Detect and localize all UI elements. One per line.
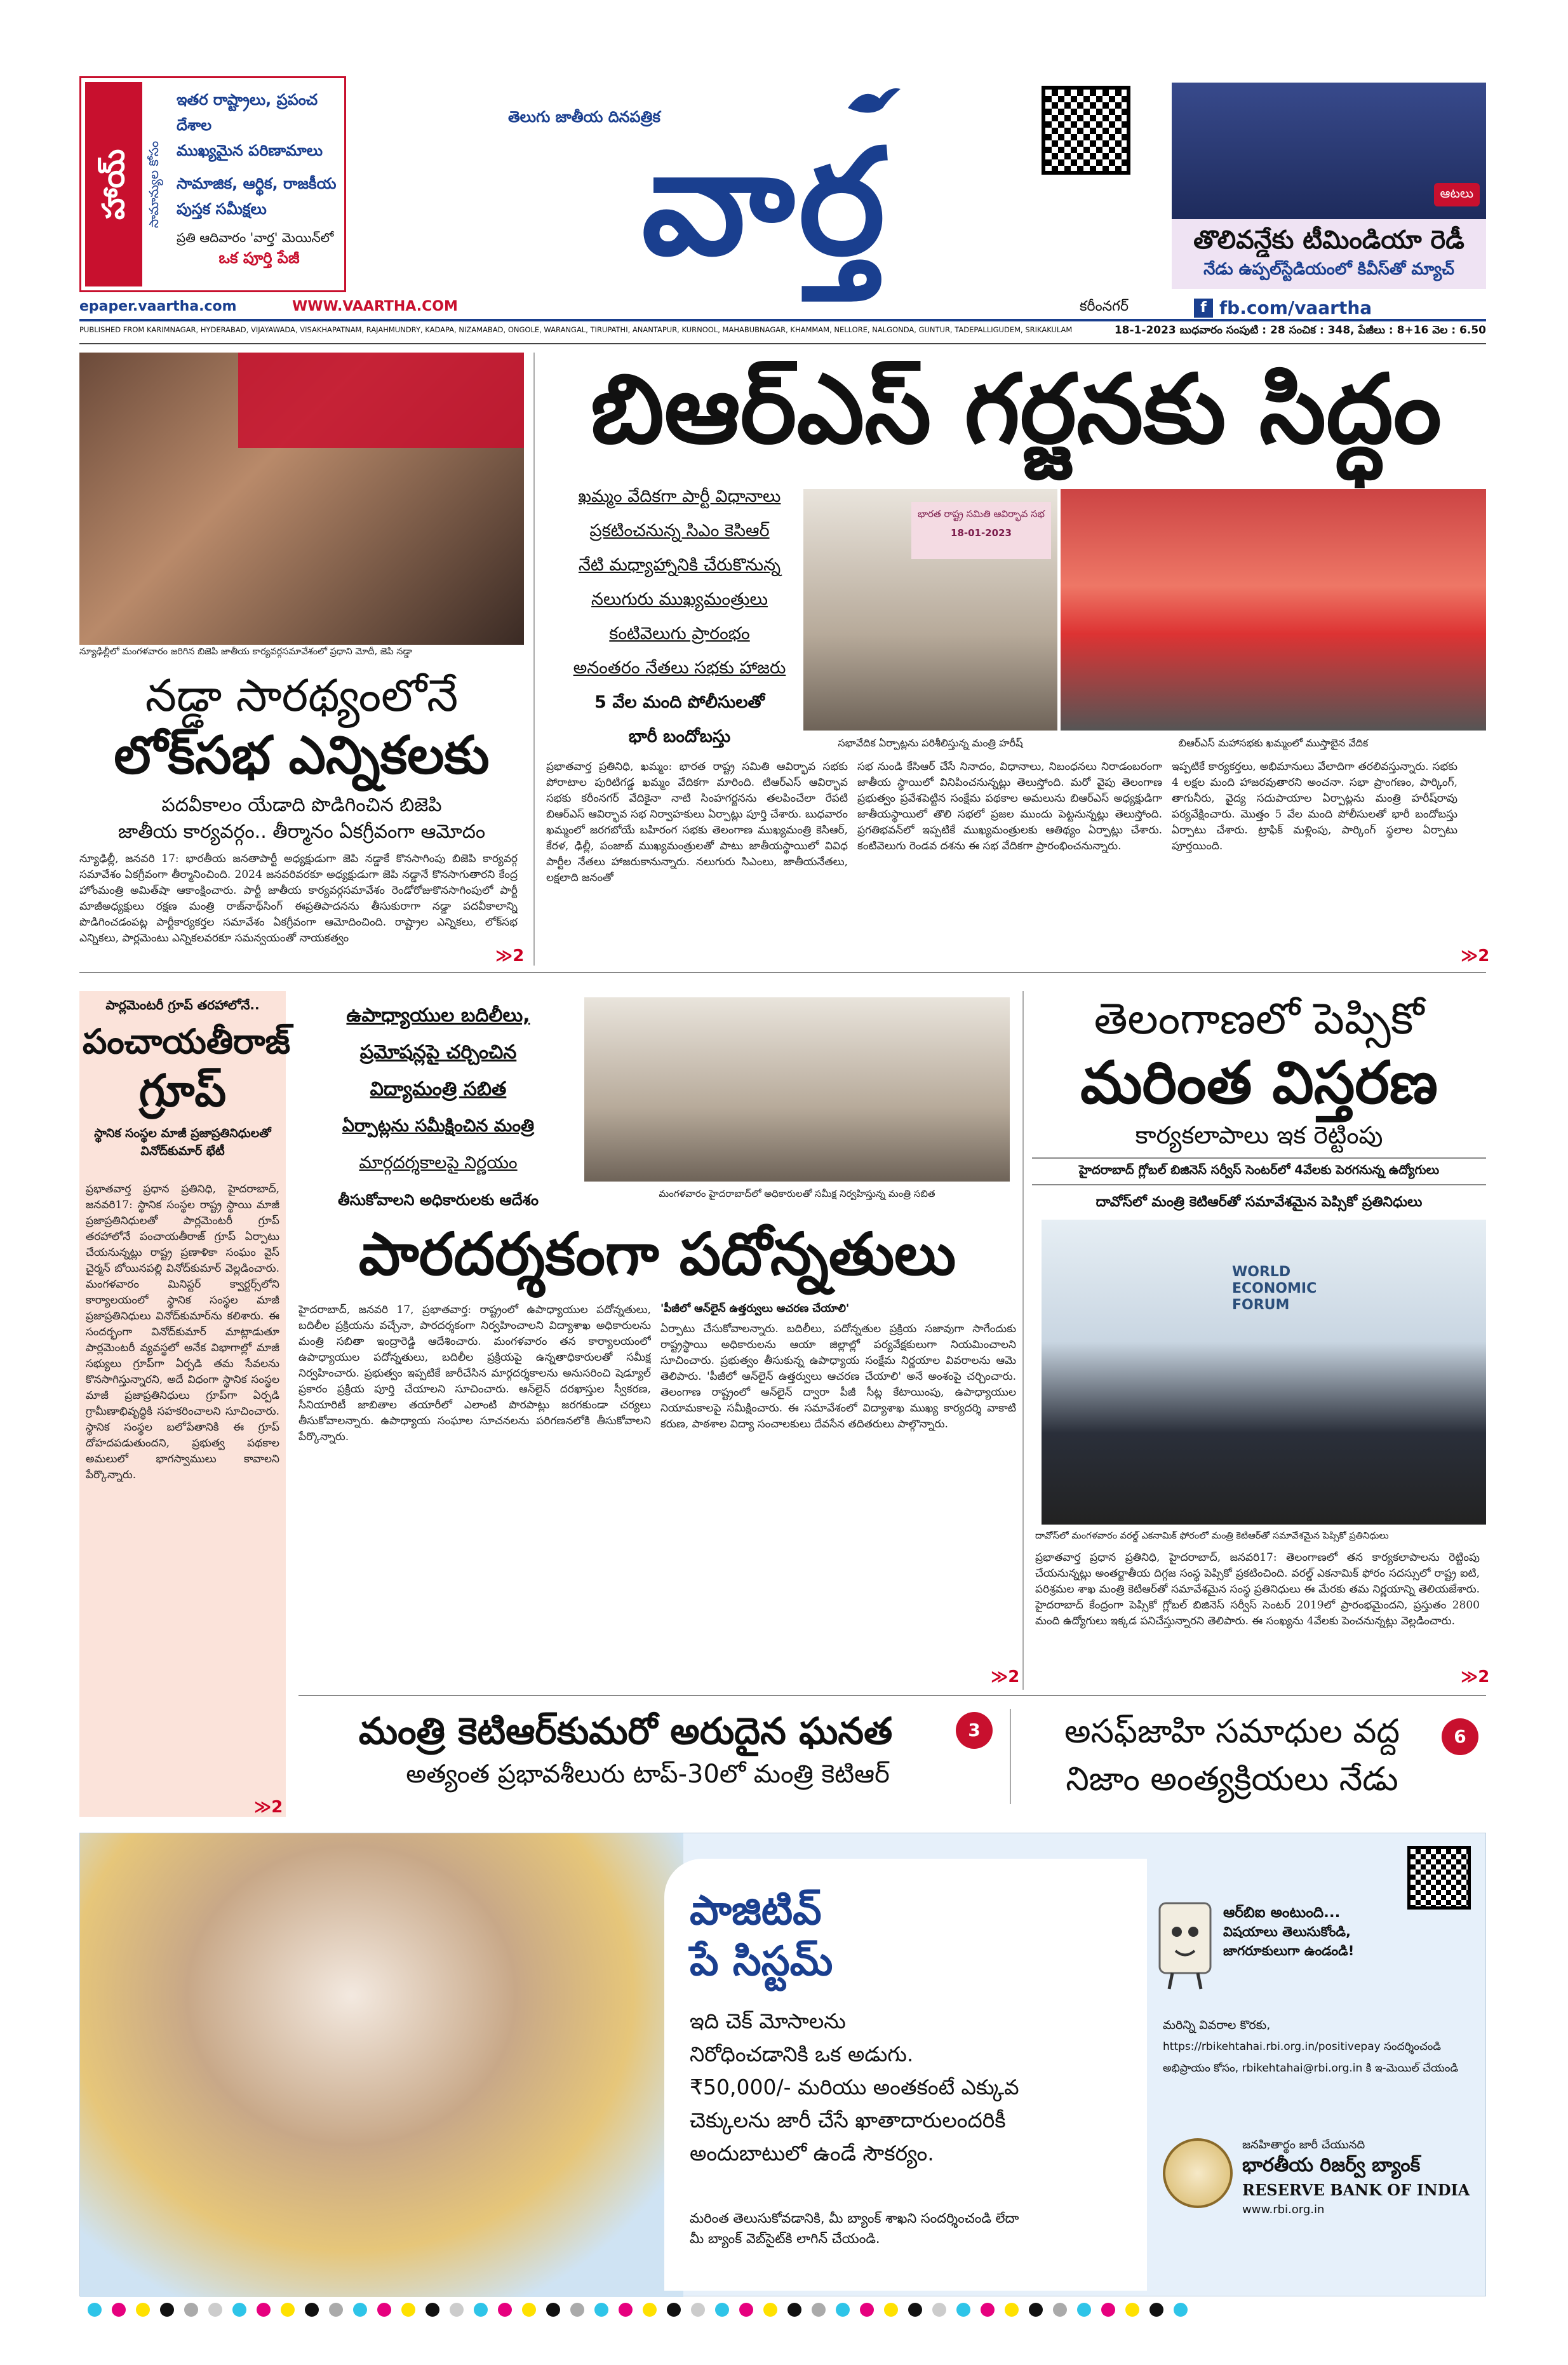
promo-badge-title: హాయ్ [96,149,131,220]
facebook-link[interactable]: fb.com/vaartha [1219,297,1372,318]
ad-info-url[interactable]: https://rbikehtahai.rbi.org.in/positivepay సందర్శించండి [1163,2040,1441,2053]
sabitha-caption: మంగళవారం హైదరాబాద్‌లో అధికారులతో సమీక్ష నిర్వహిస్తున్న మంత్రి సబిత [659,1188,935,1199]
pr-headline-2[interactable]: గ్రూప్ [138,1065,227,1117]
column-divider [1022,991,1024,1690]
ad-footer-line: మరింత తెలుసుకోవడానికి, మీ బ్యాంక్ శాఖని సందర్శించండి లేదా [690,2211,1019,2226]
teachers-subhead: 'పీజీలో ఆన్‌లైన్ ఉత్తర్వులు ఆచరణ చేయాలి' [660,1302,850,1315]
cricket-headline[interactable]: తొలివన్డేకు టీమిండియా రెడీ [1172,219,1486,261]
bullet-item: 5 వేల మంది పోలీసులతో [594,692,765,712]
nizam-sub: నిజాం అంత్యక్రియలు నేడు [1066,1760,1398,1798]
rbi-issuer-line: జనహితార్థం జారీ చేయునది [1242,2138,1365,2152]
bullet-item: ప్రకటించనున్న సిఎం కెసిఆర్ [589,521,770,541]
ktr-pepsico-photo [1042,1220,1486,1525]
ktr-honour-page-badge [956,1712,993,1749]
pr-more[interactable]: ≫2 [254,1798,283,1817]
pepsico-more[interactable]: ≫2 [1461,1668,1490,1687]
lead-left-body-text: న్యూఢిల్లీ, జనవరి 17: భారతీయ జనతాపార్టీ అధ్యక్షుడుగా జెపి నడ్డాకే కొనసాగింపు బిజెపి కార్యవర్గ సమావేశం ఏకగ్రీవంగా తీర్మానించింది. 2024 జనవరివరకూ అధ్యక్షుడుగా జెపి నడ్డానే కొనసాగుతారని కేంద్ర హోంమంత్రి అమిత్‌షా ఆకాంక్షించారు. పార్టీ జాతీయ కార్యవర్గసమావేశం రెండోరోజుకొనసాగింపులో పార్టీ మాజీఅధ్యక్షులు రక్షణ మంత్రి రాజ్‌నాథ్‌సింగ్ ఈప్రతిపాదనను తీసుకురాగా నడ్డా పదవీకాలాన్ని పొడిగించడంపట్ల పార్టీకార్యకర్తల సమావేశం ఏకగ్రీవంగా ఆమోదించింది. రాష్ట్రాల ఎన్నికలు, లోక్‌సభ ఎన్నికలు, పార్లమెంటు ఎన్నికలవరకూ సమన్వయంతో నాయకత్వం [79,852,518,945]
sabitha-photo [584,997,1010,1182]
facebook-icon: f [1194,299,1213,318]
section-divider [79,972,1486,973]
pepsico-highlight: హైదరాబాద్ గ్లోబల్ బిజినెస్ సర్వీస్ సెంటర్‌లో 4వేలకు పెరగనున్న ఉద్యోగులు [1032,1157,1486,1185]
lead-left-more[interactable]: ≫2 [495,947,525,966]
banner-background [238,353,524,448]
ad-qr-code-icon [1407,1846,1471,1910]
promo-badge-sub [145,82,170,286]
promo-box[interactable] [79,76,346,292]
rbi-mascot-icon [1150,1897,1220,1992]
ad-title-2: పే సిస్టమ్ [690,1938,833,1985]
bullet-item: భారీ బందోబస్తు [628,727,731,746]
deck-line: ఏర్పాట్లను సమీక్షించిన మంత్రి [342,1116,535,1136]
mascot-line: జాగరూకులుగా ఉండండి! [1223,1943,1355,1958]
harish-caption: సభావేదిక ఏర్పాట్లను పరిశీలిస్తున్న మంత్రి హరీష్ [838,737,1023,749]
lead-main-col-2: సభ నుండి కేసిఆర్ చేసే నినాదం, విధానాలు, నిబంధనలు నిరాడంబరంగా జాతీయ స్థాయిలో వినిపించనున్నట్లు తెలుస్తోంది. మరో వైపు తెలంగాణ ప్రభుత్వం ప్రవేశపెట్టిన సంక్షేమ పథకాల అమలును బిఆర్‌ఎస్ అధ్యక్షుడిగా జాతీయస్థాయిలో తొలి సభలో ప్రజల ముందు పెట్టనున్నట్లు తెలుస్తోంది. ప్రగతిభవన్‌లో ఇప్పటికే ముఖ్యమంత్రులకు ఆతిథ్యం ఏర్పాట్లు చేశారు. కంటివెలుగు రెండవ దశను ఈ సభ వేదికగా ప్రారంభించనున్నారు. [857,760,1162,852]
rbi-name-telugu: భారతీయ రిజర్వ్ బ్యాంక్ [1242,2154,1421,2176]
masthead-tagline: తెలుగు జాతీయ దినపత్రిక [508,108,660,126]
wef-sign-line: FORUM [1232,1297,1290,1313]
pepsico-sub: దావోస్‌లో మంత్రి కెటిఆర్‌తో సమావేశమైన పెప్సికో ప్రతినిధులు [1096,1194,1423,1210]
stage-banner-date: 18-01-2023 [951,527,1012,539]
teachers-headline[interactable]: పారదర్శకంగా పదోన్నతులు [358,1220,956,1288]
rbi-url[interactable]: www.rbi.org.in [1242,2203,1325,2216]
bullet-item: అనంతరం నేతలు సభకు హాజరు [573,658,786,678]
promo-line: ఇతర రాష్ట్రాలు, ప్రపంచ దేశాల [177,91,318,134]
qr-code-icon [1042,86,1130,175]
promo-line: ముఖ్యమైన పరిణామాలు [177,142,323,159]
lead-main-col-3: ఇప్పటికే కార్యకర్తలు, అభిమానులు వేలాదిగా తరలివస్తున్నారు. సభకు 4 లక్షల మంది హాజరవుతారని అంచనా. సభా ప్రాంగణం, పార్కింగ్, తాగునీరు, వైద్య సదుపాయాల ఏర్పాట్లను మంత్రి హరీష్‌రావు పర్యవేక్షించారు. మొత్తం 5 వేల మంది పోలీసులతో భారీ బందోబస్తు ఏర్పాటు చేశారు. ట్రాఫిక్ మళ్లింపు, పార్కింగ్ స్థలాల ఏర్పాటు పూర్తయింది. [1172,760,1457,852]
pepsico-deck: కార్యకలాపాలు ఇక రెట్టింపు [1135,1121,1383,1149]
harish-photo [803,489,1057,731]
modi-nadda-photo [79,353,524,645]
stage-photo [1061,489,1486,731]
pepsico-headline[interactable]: మరింత విస్తరణ [1080,1049,1438,1117]
teachers-more-page: 2 [1008,1668,1020,1687]
cricket-sub: నేడు ఉప్పల్‌స్టేడియంలో కివీస్‌తో మ్యాచ్ [1172,257,1486,289]
deck-line: విద్యామంత్రి సబిత [370,1078,507,1100]
promo-lines [177,87,342,222]
color-registration-strip [83,2303,1480,2322]
lead-main-more-page: 2 [1478,947,1490,966]
lead-left-headline[interactable]: లోక్‌సభ ఎన్నికలకు [114,725,490,786]
rbi-ad[interactable] [79,1833,1486,2296]
published-from: PUBLISHED FROM KARIMNAGAR, HYDERABAD, VIJAYAWADA, VISAKHAPATNAM, RAJAHMUNDRY, KADAPA, NIZAMABAD, ONGOLE, WARANGAL, TIRUPATHI, ANANTAPUR, KURNOOL, MAHABUBNAGAR, KHAMMAM, NELLORE, NALGONDA, GUNTUR, TADEPALLIGUDEM, SRIKAKULAM [79,325,1073,334]
lead-left-deck-2: జాతీయ కార్యవర్గం.. తీర్మానం ఏకగ్రీవంగా ఆమోదం [117,821,486,843]
edition-label: కరీంనగర్ [1080,299,1129,314]
mascot-line: విషయాలు తెలుసుకోండి, [1223,1924,1351,1939]
pr-headline-1[interactable]: పంచాయతీరాజ్ [83,1021,291,1061]
nizam-page-badge [1442,1718,1478,1755]
promo-footer [177,227,342,268]
deck-line: మార్గదర్శకాలపై నిర్ణయం [359,1153,518,1173]
ad-title-1: పాజిటివ్ [690,1887,822,1934]
promo-badge-subtitle: సామాన్యుల కోసం [146,140,161,228]
teachers-more[interactable]: ≫2 [991,1668,1020,1687]
ad-body-line: ఇది చెక్ మోసాలను [690,2009,846,2033]
nizam-headline[interactable]: అసఫ్‌జాహి సమాధుల వద్ద [1064,1713,1400,1751]
promo-line: పుస్తక సమీక్షలు [177,200,267,218]
column-divider [533,353,535,966]
stage-banner-text: భారత రాష్ట్ర సమితి ఆవిర్భావ సభ [918,508,1045,520]
nizam-page-number: 6 [1454,1726,1466,1747]
ad-footer-line: మీ బ్యాంక్ వెబ్‌సైట్‌కి లాగిన్ చేయండి. [690,2231,880,2246]
lead-main-col-1: ప్రభాతవార్త ప్రతినిధి, ఖమ్మం: భారత రాష్ట్ర సమితి ఆవిర్భావ సభకు పోరాటాల పురిటిగడ్డ ఖమ్మం వేదికగా మారింది. టిఆర్‌ఎస్ ఆవిర్భావ సభకు కరీంనగర్ వేదికైనా నాటి సింహగర్జనను తలపించేలా రేపటి బిఆర్‌ఎస్ ఆవిర్భావ సభ నిర్వాహకులు ఏర్పాట్లు పూర్తి చేశారు. బుధవారం ఖమ్మంలో జరగబోయే బహిరంగ సభకు తెలంగాణ ముఖ్యమంత్రి కెసిఆర్, కేరళ, ఢిల్లీ, పంజాబ్ ముఖ్యమంత్రులతో పాటు జాతీయస్థాయిలో వివిధ పార్టీల నేతలు హాజరుకానున్నారు. నలుగురు సిఎంలు, జాతీయనేతలు, లక్షలాది జనంతో [546,760,848,884]
bullet-item: నలుగురు ముఖ్యమంత్రులు [591,590,768,609]
lead-main-headline[interactable]: బిఆర్‌ఎస్ గర్జనకు సిద్ధం [591,354,1442,465]
epaper-link[interactable]: epaper.vaartha.com [79,299,237,314]
column-divider [1010,1709,1011,1804]
masthead-title: వార్త [641,118,889,288]
website-link[interactable]: WWW.VAARTHA.COM [292,299,458,314]
deck-line: ప్రమోషన్లపై చర్చించిన [359,1041,517,1063]
lead-left-deck-1: పదవీకాలం యేడాది పొడిగించిన బిజెపి [161,794,442,816]
pepsico-kicker: తెలంగాణలో పెప్సికో [1094,994,1424,1044]
pepsico-body: ప్రభాతవార్త ప్రధాన ప్రతినిధి, హైదరాబాద్, జనవరి17: తెలంగాణలో తన కార్యకలాపాలను రెట్టింపు చేయనున్నట్లు అంతర్జాతీయ దిగ్గజ సంస్థ పెప్సికో ప్రకటించింది. వరల్డ్ ఎకనామిక్ ఫోరం సదస్సులో రాష్ట్ర ఐటి, పరిశ్రమల శాఖ మంత్రి కెటిఆర్‌తో సమావేశమైన సంస్థ ప్రతినిధులు ఈ మేరకు తమ నిర్ణయాన్ని తెలియజేశారు. హైదరాబాద్ కేంద్రంగా పెప్సికో గ్లోబల్ బిజినెస్ సర్వీస్ సెంటర్ 2019లో ప్రారంభమైందని, ప్రస్తుతం 2800 మంది ఉద్యోగులు ఇక్కడ పనిచేస్తున్నారని తెలిపారు. ఈ సంఖ్యను 4వేలకు పెంచనున్నట్లు వెల్లడించారు. [1035,1551,1480,1627]
ad-info-line: మరిన్ని వివరాల కొరకు, [1163,2018,1271,2032]
ad-info-email[interactable]: అభిప్రాయం కోసం, rbikehtahai@rbi.org.in కి ఇ-మెయిల్ చేయండి [1163,2062,1459,2075]
ad-body-line: నిరోధించడానికి ఒక అడుగు. [690,2042,914,2066]
teachers-col-2: ఏర్పాటు చేసుకోవాలన్నారు. బదిలీలు, పదోన్నతుల ప్రక్రియ సజావుగా సాగేందుకు రాష్ట్రస్థాయి అధికారులను ఆయా జిల్లాల్లో పర్యవేక్షకులుగా నియమించాలని సూచించారు. ప్రభుత్వం తీసుకున్న ఉపాధ్యాయ సంక్షేమ నిర్ణయాల వివరాలను ఆమె తెలిపారు. 'పీజీలో ఆన్‌లైన్ ఉత్తర్వులు ఆచరణ చేయాలి' అనే అంశంపై చర్చించారు. తెలంగాణ రాష్ట్రంలో ఆన్‌లైన్ ద్వారా పీజీ సీట్ల కేటాయింపు, ఉపాధ్యాయుల నియామకాలపై సమీక్షించారు. ఈ సమావేశంలో విద్యాశాఖ ముఖ్య కార్యదర్శి వాకాటి కరుణ, పాఠశాల విద్యా సంచాలకులు దేవసేన తదితరులు పాల్గొన్నారు. [660,1323,1016,1431]
pr-more-page: 2 [271,1798,283,1817]
ad-footer [690,2208,1134,2249]
lead-left-body [79,851,518,962]
dateline: 18-1-2023 బుధవారం సంపుటి : 28 సంచిక : 348, పేజీలు : 8+16 వెల : 6.50 [1114,324,1486,337]
ad-body-line: అందుబాటులో ఉండే సౌకర్యం. [690,2141,934,2166]
ad-person-photo [80,1833,683,2297]
bird-logo-icon [845,83,902,121]
wef-sign-line: ECONOMIC [1232,1281,1317,1297]
ktr-honour-headline[interactable]: మంత్రి కెటిఆర్‌కుమరో అరుదైన ఘనత [358,1709,893,1753]
lead-left-caption: న్యూఢిల్లీలో మంగళవారం జరిగిన బిజెపి జాతీయ కార్యవర్గసమావేశంలో ప్రధాని మోదీ, జెపి నడ్డా [79,647,413,657]
wef-sign [1232,1264,1334,1314]
teachers-col-1: హైదరాబాద్, జనవరి 17, ప్రభాతవార్త: రాష్ట్రంలో ఉపాధ్యాయుల పదోన్నతులు, బదిలీల ప్రక్రియను వచ్చేనా, పారదర్శకంగా నిర్వహించాలని విద్యాశాఖ అధికారులను మంత్రి సబితా ఇంద్రారెడ్డి ఆదేశించారు. మంగళవారం తన కార్యాలయంలో ఉపాధ్యాయుల పదోన్నతులు, బదిలీల ప్రక్రియపై ఉన్నతాధికారులతో సమీక్ష నిర్వహించారు. ప్రభుత్వం ఇప్పటికే జారీచేసిన మార్గదర్శకాలను అనుసరించి షెడ్యూల్ ప్రకారం ప్రక్రియ పూర్తి చేయాలని సూచించారు. ఆన్‌లైన్ దరఖాస్తుల స్వీకరణ, సీనియారిటీ జాబితాల తయారీలో ఎలాంటి పొరపాట్లు జరగకుండా చర్యలు తీసుకోవాలన్నారు. ఉపాధ్యాయ సంఘాల సూచనలను పరిగణనలోకి తీసుకోవాలని పేర్కొన్నారు. [298,1304,651,1443]
rbi-issuer [1242,2138,1484,2216]
dateline-rule [79,343,1486,344]
bullet-item: ఖమ్మం వేదికగా పార్టీ విధానాలు [578,487,781,506]
mascot-speech [1223,1903,1414,1960]
pr-body: ప్రభాతవార్త ప్రధాన ప్రతినిధి, హైదరాబాద్, జనవరి17: స్థానిక సంస్థల రాష్ట్ర స్థాయి మాజీ ప్రజాప్రతినిధులతో పార్లమెంటరీ గ్రూప్ తరహాలోనే పంచాయతీరాజ్ గ్రూప్ ఏర్పాటు చేయనున్నట్లు రాష్ట్ర ప్రణాళికా సంఘం వైస్ చైర్మన్ బోయినపల్లి వినోద్‌కుమార్ వెల్లడించారు. మంగళవారం మినిస్టర్ క్వార్టర్స్‌లోని కార్యాలయంలో స్థానిక సంస్థల మాజీ ప్రజాప్రతినిధులు వినోద్‌కుమార్‌ను కలిశారు. ఈ సందర్భంగా వినోద్‌కుమార్ మాట్లాడుతూ పార్లమెంటరీ వ్యవస్థలో అనేక విభాగాల్లో మాజీ సభ్యులు గ్రూప్‌గా ఏర్పడి తమ సేవలను కొనసాగిస్తున్నారని, అదే విధంగా స్థానిక సంస్థల మాజీ ప్రజాప్రతినిధులు గ్రూప్‌గా ఏర్పడి గ్రామీణాభివృద్ధికి సహకరించాలని సూచించారు. స్థానిక సంస్థల బలోపేతానికి ఈ గ్రూప్ దోహదపడుతుందని, ప్రభుత్వ పథకాల అమలులో భాగస్వాములు కావాలని పేర్కొన్నారు. [86,1183,279,1481]
lead-left-more-page: 2 [513,947,525,966]
ad-info [1163,2014,1480,2079]
ktr-honour-sub: అత్యంత ప్రభావశీలురు టాప్-30లో మంత్రి కెటిఆర్ [406,1760,890,1789]
stage-banner [911,502,1051,559]
deck-line: తీసుకోవాలని అధికారులకు ఆదేశం [337,1191,539,1209]
pr-deck: స్థానిక సంస్థల మాజీ ప్రజాప్రతినిధులతో వినోద్‌కుమార్ భేటీ [94,1126,271,1158]
ad-body-line: చెక్కులను జారీ చేసే ఖాతాదారులందరికీ [690,2108,1006,2133]
lead-left-kicker: నడ్డా సారథ్యంలోనే [145,670,459,722]
masthead-rule [79,319,1486,321]
rbi-name-english: RESERVE BANK OF INDIA [1242,2181,1470,2199]
cricket-photo [1172,83,1486,219]
ktr-honour-page-number: 3 [968,1720,981,1741]
ad-body [690,2005,1134,2170]
bullet-item: నేటి మధ్యాహ్నానికి చేరుకొనున్న [578,555,781,575]
promo-footer-line-2: ఒక పూర్తి పేజీ [218,249,300,267]
rbi-emblem-icon [1163,2138,1233,2208]
lead-main-bullets [559,480,800,754]
lead-main-more[interactable]: ≫2 [1461,947,1490,966]
deck-line: ఉపాధ్యాయుల బదిలీలు, [346,1004,530,1027]
pr-kicker: పార్లమెంటరీ గ్రూప్ తరహాలోనే.. [105,997,260,1013]
promo-line: సామాజిక, ఆర్థిక, రాజకీయ [177,175,337,192]
cricket-badge: ఆటలు [1434,183,1480,206]
section-divider [298,1695,1486,1696]
pepsico-more-page: 2 [1478,1668,1490,1687]
mascot-line: ఆర్‌బిఐ అంటుంది... [1223,1904,1341,1921]
pepsico-caption: దావోస్‌లో మంగళవారం వరల్డ్ ఎకనామిక్ ఫోరంలో మంత్రి కెటిఆర్‌తో సమావేశమైన పెప్సికో ప్రతినిధులు [1035,1531,1389,1541]
promo-footer-line: ప్రతి ఆదివారం 'వార్త' మెయిన్‌లో [177,230,334,245]
bullet-item: కంటివెలుగు ప్రారంభం [609,624,750,643]
ad-body-line: ₹50,000/- మరియు అంతకంటే ఎక్కువ [690,2075,1019,2099]
wef-sign-line: WORLD [1232,1264,1291,1280]
stage-caption: బిఆర్‌ఎస్ మహాసభకు ఖమ్మంలో ముస్తాబైన వేదిక [1178,737,1369,749]
teachers-deck [298,997,578,1218]
promo-badge [85,82,142,286]
